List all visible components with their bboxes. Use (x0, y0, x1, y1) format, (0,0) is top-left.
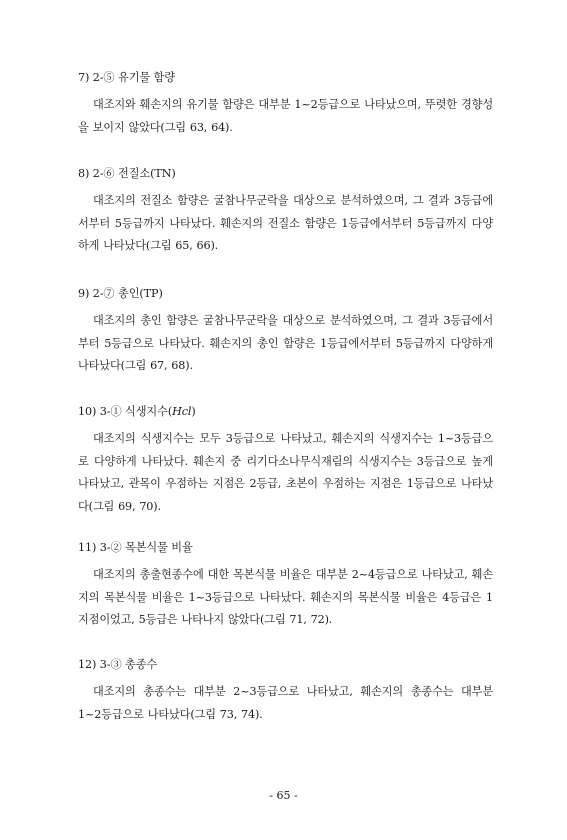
section-heading: 11) 3-② 목본식물 비율 (78, 541, 193, 554)
section-total-nitrogen (78, 166, 493, 258)
heading-italic-symbol: Hcl (172, 405, 192, 418)
section-total-species (78, 657, 493, 726)
section-heading (78, 404, 493, 420)
section-woody-plant-ratio (78, 540, 493, 632)
heading-prefix: 10) 3-① 식생지수( (78, 405, 173, 418)
section-paragraph: 대조지의 전질소 함량은 굴참나무군락을 대상으로 분석하였으며, 그 결과 3등급에서부터 5등급까지 나타났다. 훼손지의 전질소 함량은 1등급에서부터 5등급까지 다양하게 나타났다(그림 65, 66). (78, 194, 493, 252)
section-heading: 8) 2-⑥ 전질소(TN) (78, 167, 176, 180)
section-paragraph: 대조지의 식생지수는 모두 3등급으로 나타났고, 훼손지의 식생지수는 1~3등급으로 다양하게 나타났다. 훼손지 중 리기다소나무식재림의 식생지수는 3등급으로 높게 나타났고, 관목이 우점하는 지점은 2등급, 초본이 우점하는 지점은 1등급으로 나타났다(그림 69, 70). (78, 432, 493, 513)
section-paragraph: 대조지의 총인 함량은 굴참나무군락을 대상으로 분석하였으며, 그 결과 3등급에서부터 5등급으로 나타났다. 훼손지의 총인 함량은 1등급에서부터 5등급까지 다양하게 나타났다(그림 67, 68). (78, 314, 493, 372)
page-number: - 65 - (269, 789, 298, 802)
section-heading: 12) 3-③ 총종수 (78, 658, 158, 671)
section-paragraph: 대조지의 총종수는 대부분 2~3등급으로 나타났고, 훼손지의 총종수는 대부분 1~2등급으로 나타났다(그림 73, 74). (78, 685, 493, 721)
section-vegetation-index (78, 404, 493, 518)
section-paragraph: 대조지와 훼손지의 유기물 함량은 대부분 1~2등급으로 나타났으며, 뚜렷한 경향성을 보이지 않았다(그림 63, 64). (78, 98, 493, 134)
section-paragraph: 대조지의 총출현종수에 대한 목본식물 비율은 대부분 2~4등급으로 나타났고, 훼손지의 목본식물 비율은 1~3등급으로 나타났다. 훼손지의 목본식물 비율은 4등급은 1지점이었고, 5등급은 나타나지 않았다(그림 71, 72). (78, 568, 493, 626)
section-total-phosphorus (78, 286, 493, 378)
section-organic-matter (78, 70, 493, 139)
heading-suffix: ) (191, 405, 196, 418)
section-heading: 7) 2-⑤ 유기물 함량 (78, 71, 175, 84)
section-heading: 9) 2-⑦ 총인(TP) (78, 287, 163, 300)
